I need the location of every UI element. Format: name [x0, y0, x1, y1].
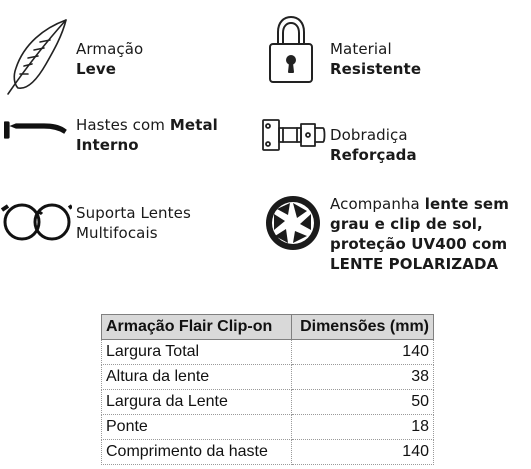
table-cell-label: Altura da lente [102, 365, 292, 390]
table-cell-value: 38 [292, 365, 434, 390]
padlock-icon [266, 14, 316, 86]
table-row [102, 415, 434, 440]
table-cell-label: Ponte [102, 415, 292, 440]
feature-bold-text: Resistente [330, 60, 422, 78]
feather-icon [4, 18, 70, 96]
round-glasses-icon [0, 200, 72, 246]
table-header-dimensions: Dimensões (mm) [292, 315, 434, 340]
table-cell-label: Comprimento da haste [102, 440, 292, 465]
table-row [102, 340, 434, 365]
table-cell-value: 18 [292, 415, 434, 440]
temple-arm-icon [4, 120, 68, 140]
table-cell-value: 50 [292, 390, 434, 415]
feature-normal-text: Suporta Lentes Multifocais [76, 204, 191, 242]
feature-bold-text: Metal Interno [76, 116, 218, 154]
table-header-model: Armação Flair Clip-on [102, 315, 292, 340]
feature-normal-text: Dobradiça [330, 126, 408, 144]
table-cell-value: 140 [292, 340, 434, 365]
table-cell-label: Largura da Lente [102, 390, 292, 415]
table-cell-value: 140 [292, 440, 434, 465]
dimensions-table [101, 314, 434, 465]
feature-normal-text: Armação [76, 40, 144, 58]
table-row [102, 440, 434, 465]
feature-bold-text: lente sem grau e clip de sol, proteção UV400 com LENTE POLARIZADA [330, 195, 509, 273]
hinge-icon [261, 116, 327, 154]
feature-bold-text: Reforçada [330, 146, 417, 164]
feature-normal-text: Acompanha [330, 195, 425, 213]
table-header-row [102, 315, 434, 340]
table-cell-label: Largura Total [102, 340, 292, 365]
feature-normal-text: Material [330, 40, 392, 58]
table-row [102, 390, 434, 415]
camera-aperture-icon [264, 194, 322, 252]
feature-bold-text: Leve [76, 60, 117, 78]
table-row [102, 365, 434, 390]
feature-normal-text: Hastes com [76, 116, 170, 134]
